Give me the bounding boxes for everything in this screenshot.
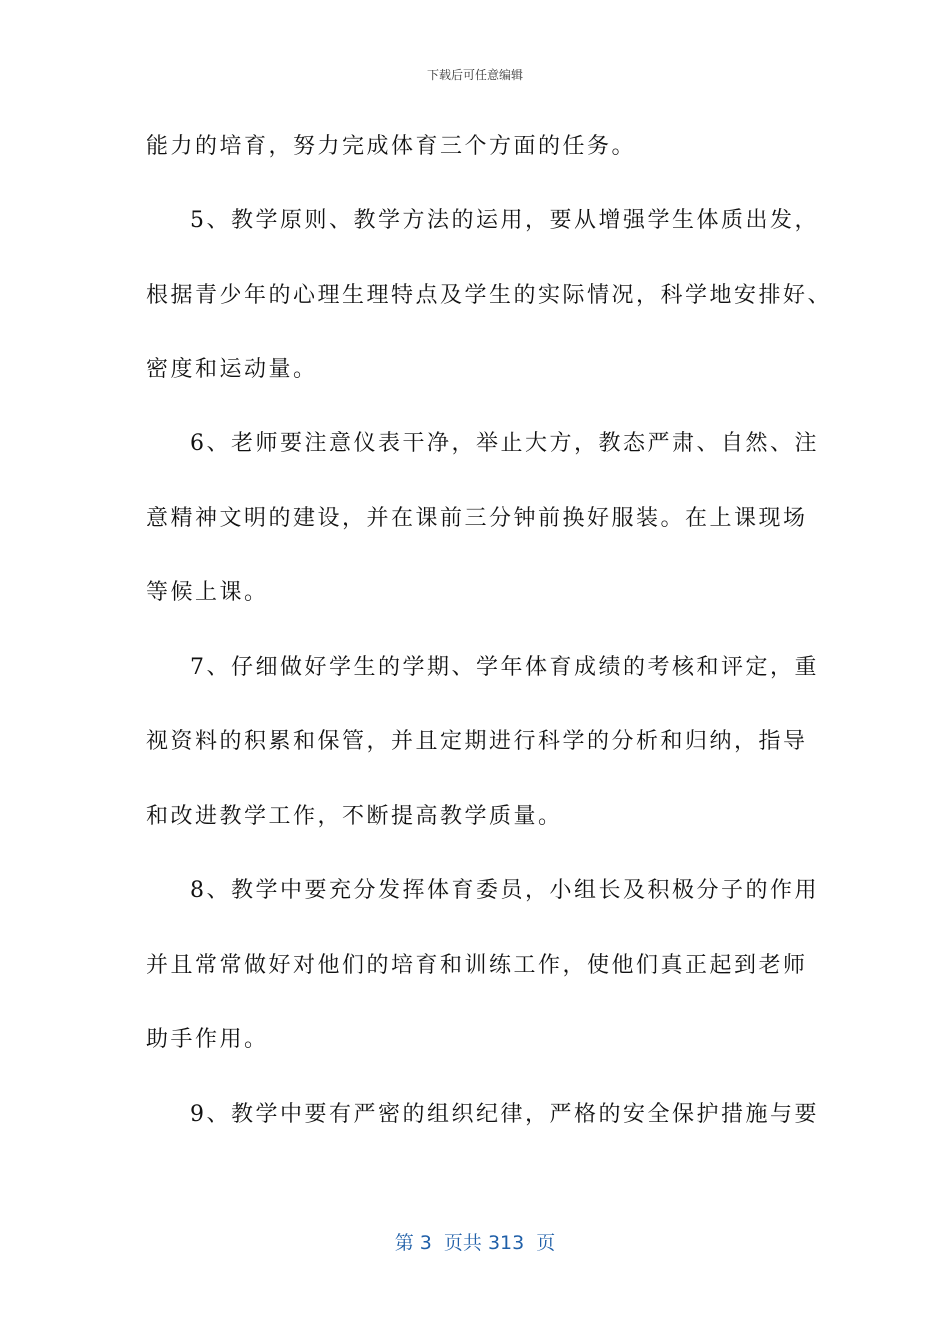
body-line: 7、仔细做好学生的学期、学年体育成绩的考核和评定，重 <box>190 655 819 680</box>
body-line: 等候上课。 <box>146 580 269 605</box>
body-line: 5、教学原则、教学方法的运用，要从增强学生体质出发， <box>190 208 819 233</box>
page-header: 下载后可任意编辑 <box>426 68 523 82</box>
body-line: 和改进教学工作，不断提高教学质量。 <box>146 804 563 829</box>
body-line: 8、教学中要充分发挥体育委员，小组长及积极分子的作用 <box>190 878 819 903</box>
body-line: 根据青少年的心理生理特点及学生的实际情况，科学地安排好、 <box>146 283 833 308</box>
body-line: 意精神文明的建设，并在课前三分钟前换好服装。在上课现场 <box>146 506 808 531</box>
body-line: 密度和运动量。 <box>146 357 318 382</box>
body-line: 9、教学中要有严密的组织纪律，严格的安全保护措施与要 <box>190 1102 819 1127</box>
body-line: 并且常常做好对他们的培育和训练工作，使他们真正起到老师 <box>146 953 808 978</box>
body-line: 能力的培育，努力完成体育三个方面的任务。 <box>146 134 637 159</box>
body-line: 助手作用。 <box>146 1027 269 1052</box>
page-number-footer: 第 3 页共 313 页 <box>394 1232 556 1254</box>
body-line: 视资料的积累和保管，并且定期进行科学的分析和归纳，指导 <box>146 729 808 754</box>
body-line: 6、老师要注意仪表干净，举止大方，教态严肃、自然、注 <box>190 431 819 456</box>
